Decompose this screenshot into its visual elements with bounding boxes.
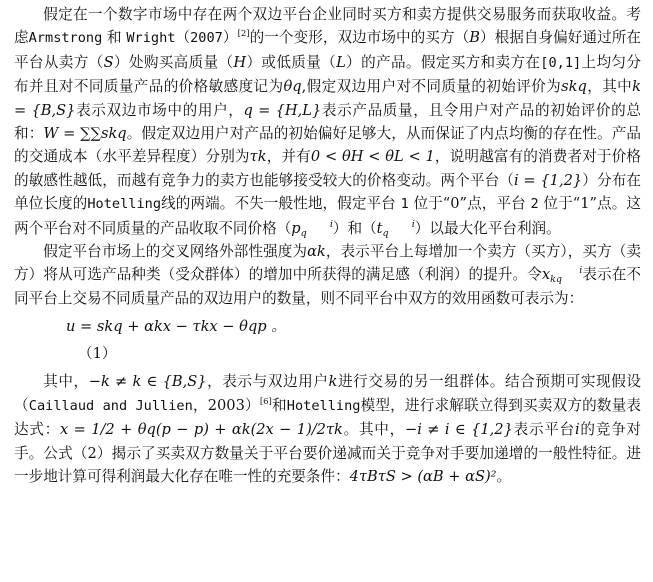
text-run: 进行交易的另一组群体。结合预期可实现假设（ [14,373,641,414]
platform-number: 1 [400,196,409,213]
text-run: （ [175,29,191,47]
citation-year: ，2003） [192,396,260,414]
text-run: 线的两端。不失一般性地，假定平台 [161,195,396,213]
math-k-def: −k ≠ k ∈ {B,S} [88,373,207,391]
math-i: i [574,421,580,439]
math-theta-q: θq [283,78,302,96]
math-indices: i kq [550,265,583,286]
text-run: ）的产品。假定买方和卖方在 [345,53,541,71]
paragraph-solution [14,370,641,488]
math-symbol: p [291,219,301,237]
citation-year: 2007 [190,30,223,47]
math-quantity-expression: x = 1/2 + θq(p − p) + αk(2x − 1)/2τk [60,421,343,439]
text-run: ，表示平台上每增加一个卖方（买方），买方（卖方）将从可选产品种类（受众群体）的增加中所获得的满足感（利润）的提升。令 [14,243,641,284]
text-run: 表示平台 [512,421,575,439]
text-run: ,假定双边用户对不同质量的初始评价为 [301,78,562,96]
text-run: ）根据自身偏好通过所在平台从卖方（ [14,29,641,71]
math-h: H [233,53,247,71]
citation-ref: [2] [237,29,250,40]
text-run: ）和（ [332,219,377,237]
text-run: 表示产品质量，且令用户对产品的初始评价的总和： [14,101,641,143]
text-run: ，其中 [586,78,633,96]
math-s-kq: skq [561,78,587,96]
citation-authors: Caillaud and Jullien [28,397,193,414]
text-run: 和 [107,29,122,47]
text-run: ）处购买高质量（ [113,53,234,71]
text-run: 和 [271,396,287,414]
math-w-sum: W = ∑∑skq [43,125,127,143]
text-run: 位于“1”点。这两个平台对不同质量的产品收取不同价格（ [14,195,641,237]
text-run: 的竞争对手。公式（2）揭示了买卖双方数量关于平台要价递减而关于竞争对手要加递增的一般性特征。进一步地计算可得利润最大化存在唯一性的充要条件： [14,421,641,485]
math-alpha-k: αk [307,243,326,261]
term-hotelling: Hotelling [87,196,162,213]
citation-ref: [6] [259,396,272,407]
text-run: ） [222,29,238,47]
math-i-def: −i ≠ i ∈ {1,2} [404,421,513,439]
math-x-kq [541,265,583,286]
text-run: 其中， [43,373,89,391]
math-indices: i q [300,218,333,239]
math-symbol: x [541,266,551,284]
math-condition: 4τBτS > (αB + αS)² [349,467,497,485]
math-l: L [336,53,346,71]
math-k-set: k = {B,S} [14,78,641,119]
math-i-set: i = {1,2} [513,171,583,189]
text-run: 。 [496,467,512,485]
text-run: 假定平台市场上的交叉网络外部性强度为 [43,243,308,261]
text-run: 上均匀分布并且对不同质量产品的价格敏感度记为 [14,53,641,96]
text-run: 。假定双边用户对产品的初始偏好足够大，从而保证了内点均衡的存在性。产品的交通成本（水平差异程度）分别为 [14,125,641,166]
equation-number: （1） [78,345,117,363]
text-run: ）以最大化平台利润。 [414,219,561,237]
paragraph-model-setup [14,3,641,240]
math-tau-k: τk [249,148,267,166]
equation-utility [14,314,641,340]
text-run: ）分布在单位长度的 [14,171,641,213]
text-run: ）或低质量（ [246,53,337,71]
math-t-qi [377,220,415,237]
math-p-qi [291,220,333,237]
text-run: 假定在一个数字市场中存在两个双边平台企业同时买方和卖方提供交易服务而获取收益。考虑 [14,6,641,47]
text-run: 位于“0”点，平台 [413,195,526,213]
text-run: 的一个变形，双边市场中的买方（ [249,29,470,47]
text-run: 表示双边市场中的用户， [75,101,244,119]
text-run: ，并有 [266,148,311,166]
math-interval: [0,1] [540,54,582,71]
text-run: 。其中， [342,421,405,439]
paragraph-network-externality [14,240,641,310]
math-q-set: q = {H,L} [243,101,322,119]
text-run: 表示在不同平台上交易不同质量产品的双边用户的数量，则不同平台中双方的效用函数可表示为： [14,266,641,307]
math-b: B [469,29,480,47]
author-wright: Wright [126,30,176,47]
text-run: ，表示与双边用户 [206,373,329,391]
author-armstrong: Armstrong [28,30,103,47]
equation-text: u = skq + αkx − τkx − θqp 。 [66,318,286,336]
term-hotelling: Hotelling [286,397,361,414]
math-inequality: 0 < θH < θL < 1 [310,148,435,166]
math-k: k [328,373,338,391]
text-run: 模型，进行求解联立得到买卖双方的数量表达式： [14,396,641,439]
text-run: ，说明越富有的消费者对于价格的敏感性越低，而越有竞争力的卖方也能够接受较大的价格变动。两个平台（ [14,148,641,189]
math-symbol: t [376,219,383,237]
platform-number: 2 [530,196,539,213]
math-s: S [103,53,114,71]
math-indices: i q [382,218,415,239]
